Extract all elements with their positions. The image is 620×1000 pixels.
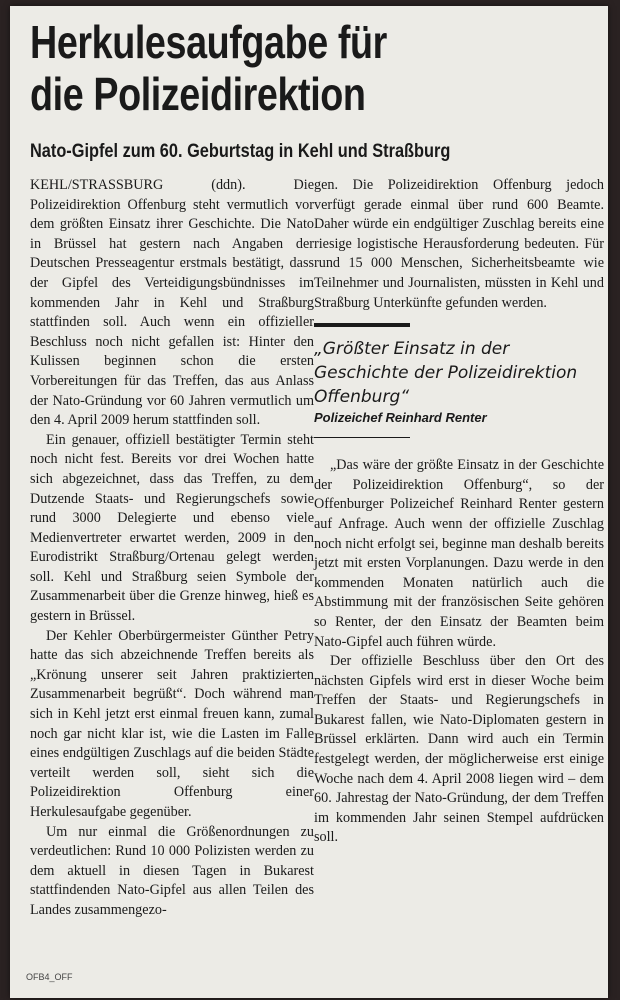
paragraph: „Das wäre der größte Einsatz in der Geschichte der Polizeidirektion Offenburg“, so der Offenburger Polizeichef Reinhard Renter gestern auf Anfrage. Auch wenn der offizielle Zuschlag noch nicht erfolgt sei, beginne man deshalb bereits jetzt mit ersten Vorplanungen. Dazu werde in den kommenden Monaten natürlich auch die Abstimmung mit der französischen Seite gehören so Renter, der den Einsatz der Beamten beim Nato-Gipfel auch führen würde. [314, 457, 604, 650]
pull-quote-source: Polizeichef Reinhard Renter [314, 410, 487, 426]
newspaper-clipping [10, 6, 608, 998]
paragraph: gen. Die Polizeidirektion Offenburg jedoch verfügt gerade einmal über rund 600 Beamte. Daher würde ein endgültiger Zuschlag bereits eine riesige logistische Herausforderung bedeuten. Für rund 15 000 Menschen, Sicherheitsbeamte wie Teilnehmer und Journalisten, müssten in Kehl und Straßburg Unterkünfte gefunden werden. [314, 177, 604, 311]
paragraph: KEHL/STRASSBURG (ddn). Die Polizeidirektion Offenburg steht vermutlich vor dem größten Einsatz ihrer Geschichte. Die Nato in Brüssel hat gestern nach Angaben der Deutschen Presseagentur erstmals bestätigt, dass der Gipfel des Verteidigungsbündnisses im kommenden Jahr in Kehl und Straßburg stattfinden soll. Auch wenn ein offizieller Beschluss noch nicht gefallen ist: Hinter den Kulissen beginnen schon die ersten Vorbereitungen für das Treffen, das aus Anlass der Nato-Gründung vor 60 Jahren vermutlich um den 4. April 2009 herum stattfinden soll. [30, 177, 314, 429]
paragraph: Der Kehler Oberbürgermeister Günther Petry hatte das sich abzeichnende Treffen bereits als „Krönung unserer seit Jahren praktizierten Zusammenarbeit begrüßt“. Doch während man sich in Kehl jetzt erst einmal freuen kann, zumal noch gar nicht klar ist, wie die Lasten im Falle eines endgültigen Zuschlags auf die beiden Städte verteilt werden soll, sieht sich die Polizeidirektion Offenburg einer Herkulesaufgabe gegenüber. [30, 627, 314, 820]
paragraph: Ein genauer, offiziell bestätigter Termin steht noch nicht fest. Bereits vor drei Wochen hatte sich abgezeichnet, dass das Treffen, zu dem Dutzende Staats- und Regierungschefs sowie rund 3000 Delegierte und ebenso viele Medienvertreter erwartet werden, 2009 in den Eurodistrikt Straßburg/Ortenau gelegt werden soll. Kehl und Straßburg seien Symbole der Zusammenarbeit über die Grenze hinweg, hieß es gestern in Brüssel. [30, 431, 314, 625]
left-column [30, 176, 314, 921]
headline [30, 16, 497, 120]
paragraph: Um nur einmal die Größenordnungen zu verdeutlichen: Rund 10 000 Polizisten werden zu dem aktuell in diesen Tagen in Bukarest stattfindenden Nato-Gipfel aus allen Teilen des Landes zusammengezo- [30, 823, 314, 918]
page-code: OFB4_OFF [26, 972, 73, 982]
paragraph: Der offizielle Beschluss über den Ort des nächsten Gipfels wird erst in dieser Woche beim Treffen der Staats- und Regierungschefs in Bukarest fallen, wie Nato-Diplomaten gestern in Brüssel erklärten. Dann wird auch ein Termin festgelegt werden, der möglicherweise erst einige Woche nach dem 4. April 2008 liegen wird – dem 60. Jahrestag der Nato-Gründung, der dem Treffen im kommenden Jahr seinen Stempel aufdrücken soll. [314, 653, 604, 846]
quote-top-rule [314, 323, 410, 327]
quote-bottom-rule [314, 437, 410, 438]
right-column [314, 176, 604, 848]
headline-line-2: die Polizeidirektion [30, 68, 366, 120]
subheadline: Nato-Gipfel zum 60. Geburtstag in Kehl und Straßburg [30, 141, 451, 162]
headline-line-1: Herkulesaufgabe für [30, 16, 387, 68]
pull-quote: „Größter Einsatz in der Geschichte der Polizeidirektion Offenburg“ [314, 339, 578, 408]
